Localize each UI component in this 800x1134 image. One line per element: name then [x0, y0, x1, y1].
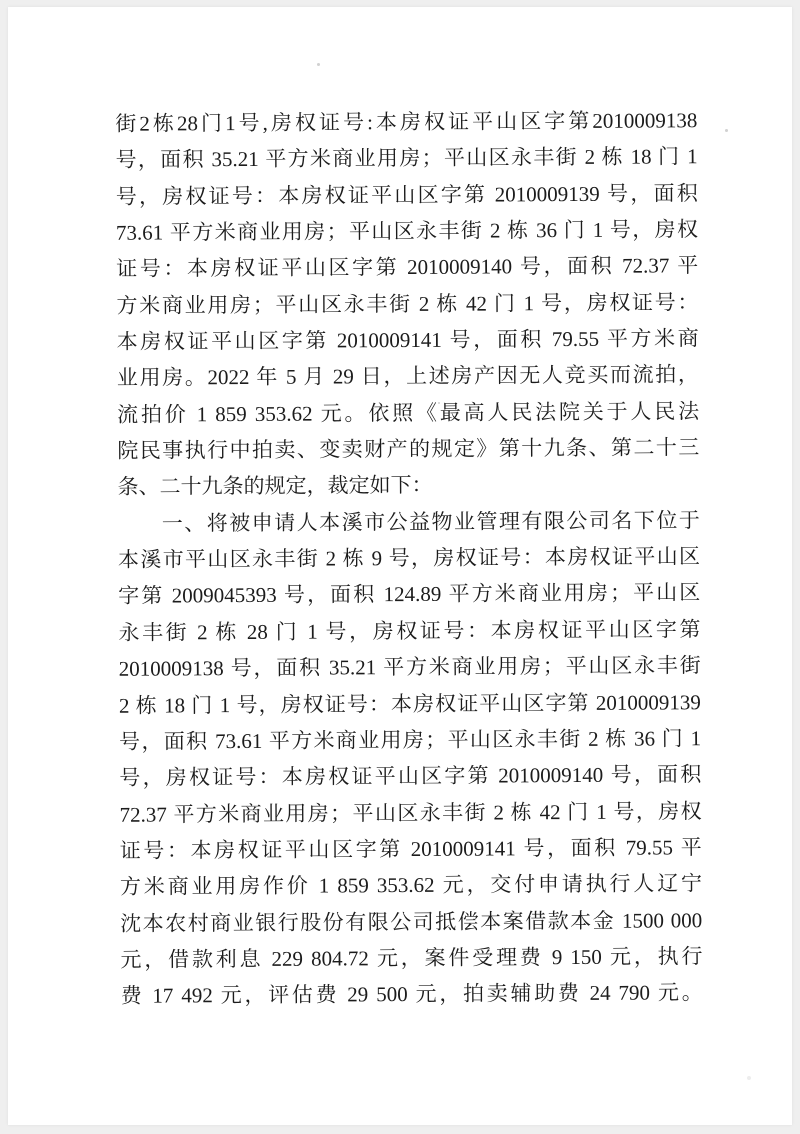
scan-speck — [506, 775, 508, 777]
ruling-text-line: 永丰街 2 栋 28 门 1 号，房权证号：本房权证平山区字第 — [118, 617, 701, 645]
ruling-text-line: 费 17 492 元，评估费 29 500 元，拍卖辅助费 24 790 元。 — [120, 980, 703, 1009]
ruling-text — [115, 102, 703, 1014]
ruling-text-line: 院民事执行中拍卖、变卖财产的规定》第十九条、第二十三 — [117, 435, 700, 463]
ruling-text-line: 73.61 平方米商业用房；平山区永丰街 2 栋 36 门 1 号，房权 — [115, 217, 699, 245]
ruling-text-line: 本房权证平山区字第 2010009141 号，面积 79.55 平方米商 — [116, 326, 699, 354]
ruling-text-line: 2010009138 号，面积 35.21 平方米商业用房；平山区永丰街 — [118, 653, 701, 681]
ruling-text-line: 业用房。2022 年 5 月 29 日，上述房产因无人竞买而流拍， — [116, 362, 699, 391]
ruling-text-line: 街2栋28门1号,房权证号:本房权证平山区字第2010009138 — [115, 108, 698, 136]
ruling-text-line: 本溪市平山区永丰街 2 栋 9 号，房权证号：本房权证平山区 — [117, 544, 701, 572]
ruling-text-line: 沈本农村商业银行股份有限公司抵偿本案借款本金 1500 000 — [120, 907, 703, 936]
ruling-text-line: 条、二十九条的规定，裁定如下： — [117, 473, 433, 500]
ruling-text-line: 2 栋 18 门 1 号，房权证号：本房权证平山区字第 2010009139 — [118, 689, 701, 718]
ruling-text-line: 元，借款利息 229 804.72 元，案件受理费 9 150 元，执行 — [120, 944, 703, 972]
ruling-text-line: 号，面积 35.21 平方米商业用房；平山区永丰街 2 栋 18 门 1 — [115, 144, 698, 173]
document-page — [8, 7, 792, 1125]
ruling-text-line: 方米商业用房作价 1 859 353.62 元，交付申请执行人辽宁 — [119, 871, 703, 899]
ruling-text-line: 字第 2009045393 号，面积 124.89 平方米商业用房；平山区 — [118, 580, 701, 609]
scan-speck — [438, 402, 440, 404]
ruling-text-line: 号，面积 73.61 平方米商业用房；平山区永丰街 2 栋 36 门 1 — [119, 726, 702, 754]
scan-speck — [317, 63, 320, 66]
ruling-text-line: 号，房权证号：本房权证平山区字第 2010009139 号，面积 — [115, 180, 698, 209]
ruling-text-line: 流拍价 1 859 353.62 元。依照《最高人民法院关于人民法 — [117, 398, 700, 427]
ruling-text-line: 证号：本房权证平山区字第 2010009141 号，面积 79.55 平 — [119, 835, 702, 863]
scan-speck — [747, 1076, 751, 1080]
ruling-text-line: 号，房权证号：本房权证平山区字第 2010009140 号，面积 — [119, 762, 702, 790]
ruling-text-line: 72.37 平方米商业用房；平山区永丰街 2 栋 42 门 1 号，房权 — [119, 798, 702, 827]
ruling-text-line-paragraph-start: 一、将被申请人本溪市公益物业管理有限公司名下位于 — [161, 508, 700, 536]
ruling-text-line: 证号：本房权证平山区字第 2010009140 号，面积 72.37 平 — [116, 253, 699, 282]
ruling-text-line: 方米商业用房；平山区永丰街 2 栋 42 门 1 号，房权证号： — [116, 289, 699, 318]
scan-speck — [725, 129, 728, 132]
